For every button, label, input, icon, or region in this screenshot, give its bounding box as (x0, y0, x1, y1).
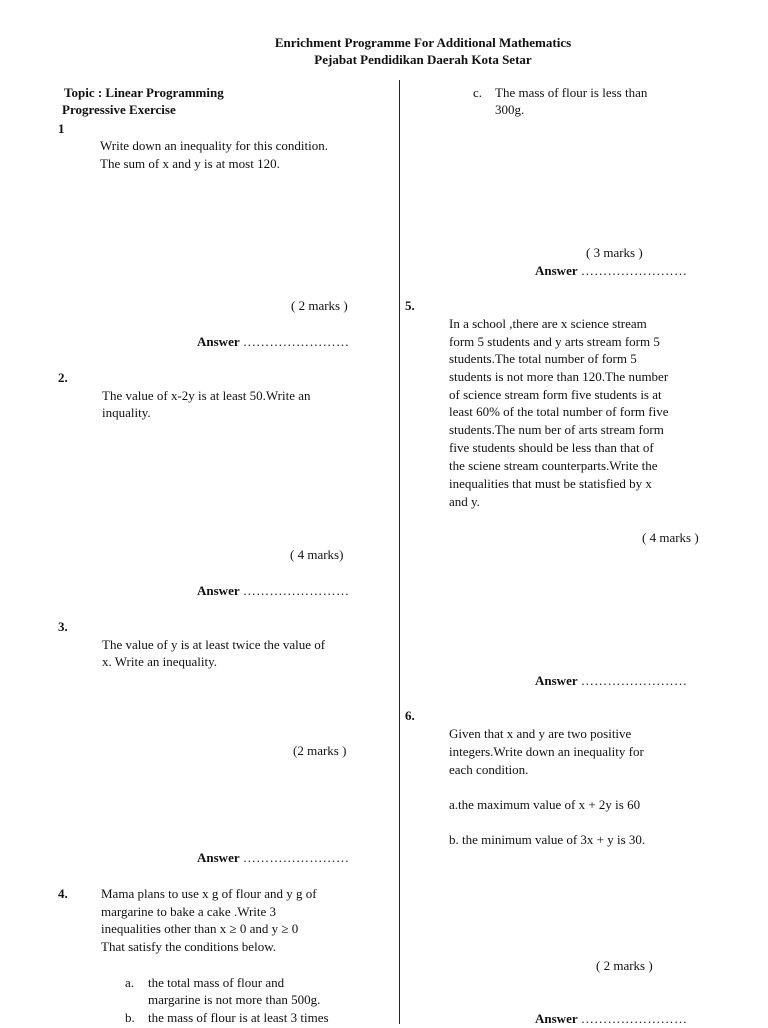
question-5-line-7: students.The num ber of arts stream form (449, 422, 664, 437)
question-4-b-line-1: the mass of flour is at least 3 times (148, 1010, 329, 1025)
question-5-line-8: five students should be less than that of (449, 440, 654, 455)
answer-label: Answer (535, 1011, 578, 1026)
answer-label: Answer (197, 583, 240, 598)
question-6-line-1: Given that x and y are two positive (449, 726, 632, 741)
question-4-b-label: b. (125, 1010, 135, 1025)
question-4-answer (535, 262, 687, 280)
question-1-number: 1 (58, 121, 65, 136)
answer-blank: …………………… (580, 673, 688, 688)
question-6-answer (535, 1010, 687, 1028)
question-4-a-line-1: the total mass of flour and (148, 975, 285, 990)
question-5-line-1: In a school ,there are x science stream (449, 316, 647, 331)
question-2-marks: ( 4 marks) (290, 547, 344, 562)
question-4-a-line-2: margarine is not more than 500g. (148, 992, 321, 1007)
answer-label: Answer (535, 673, 578, 688)
question-6-marks: ( 2 marks ) (596, 958, 653, 973)
question-2-line-1: The value of x-2y is at least 50.Write an (102, 388, 311, 403)
question-4-a-label: a. (125, 975, 135, 990)
answer-blank: …………………… (242, 583, 350, 598)
question-1-line-2: The sum of x and y is at most 120. (100, 156, 280, 171)
question-5-line-5: of science stream form five students is at (449, 387, 662, 402)
question-6-number: 6. (405, 708, 415, 723)
answer-label: Answer (535, 263, 578, 278)
question-4-c-line-2: 300g. (495, 102, 525, 117)
answer-blank: …………………… (242, 850, 350, 865)
question-3-line-1: The value of y is at least twice the value of (102, 637, 326, 652)
question-5-line-3: students.The total number of form 5 (449, 351, 637, 366)
question-5-marks: ( 4 marks ) (642, 530, 699, 545)
question-2-line-2: inquality. (102, 405, 151, 420)
question-1-marks: ( 2 marks ) (291, 298, 348, 313)
question-1-answer (197, 333, 349, 351)
column-divider (399, 80, 400, 1024)
question-3-marks: (2 marks ) (293, 743, 347, 758)
answer-blank: …………………… (580, 263, 688, 278)
question-4-line-4: That satisfy the conditions below. (101, 939, 276, 954)
question-5-line-10: inequalities that must be statisfied by x (449, 476, 652, 491)
question-6-line-3: each condition. (449, 762, 529, 777)
question-3-line-2: x. Write an inequality. (102, 654, 218, 669)
question-5-line-2: form 5 students and y arts stream form 5 (449, 334, 660, 349)
question-2-answer (197, 582, 349, 600)
answer-blank: …………………… (242, 334, 350, 349)
question-3-answer (197, 849, 349, 867)
question-1-line-1: Write down an inequality for this condition. (100, 138, 329, 153)
question-5-line-4: students is not more than 120.The number (449, 369, 669, 384)
question-5-line-6: least 60% of the total number of form five (449, 404, 669, 419)
question-3-number: 3. (58, 619, 68, 634)
document-title: Enrichment Programme For Additional Mathematics (274, 35, 572, 50)
question-4-number: 4. (58, 886, 68, 901)
question-6-a: a.the maximum value of x + 2y is 60 (449, 797, 641, 812)
question-4-c-line-1: The mass of flour is less than (495, 85, 648, 100)
question-4-line-3: inequalities other than x ≥ 0 and y ≥ 0 (101, 921, 299, 936)
topic-subtitle: Progressive Exercise (62, 102, 176, 117)
answer-label: Answer (197, 334, 240, 349)
question-4-line-1: Mama plans to use x g of flour and y g of (101, 886, 317, 901)
question-4-c-label: c. (473, 85, 483, 100)
question-6-b: b. the minimum value of 3x + y is 30. (449, 832, 646, 847)
question-4-marks: ( 3 marks ) (586, 245, 643, 260)
answer-blank: …………………… (580, 1011, 688, 1026)
question-5-number: 5. (405, 298, 415, 313)
question-5-answer (535, 672, 687, 690)
document-subtitle: Pejabat Pendidikan Daerah Kota Setar (314, 52, 532, 67)
question-6-line-2: integers.Write down an inequality for (449, 744, 644, 759)
question-5-line-9: the sciene stream counterparts.Write the (449, 458, 658, 473)
question-4-line-2: margarine to bake a cake .Write 3 (101, 904, 277, 919)
answer-label: Answer (197, 850, 240, 865)
topic-title: Topic : Linear Programming (64, 85, 224, 100)
question-5-line-11: and y. (449, 494, 480, 509)
question-2-number: 2. (58, 370, 68, 385)
